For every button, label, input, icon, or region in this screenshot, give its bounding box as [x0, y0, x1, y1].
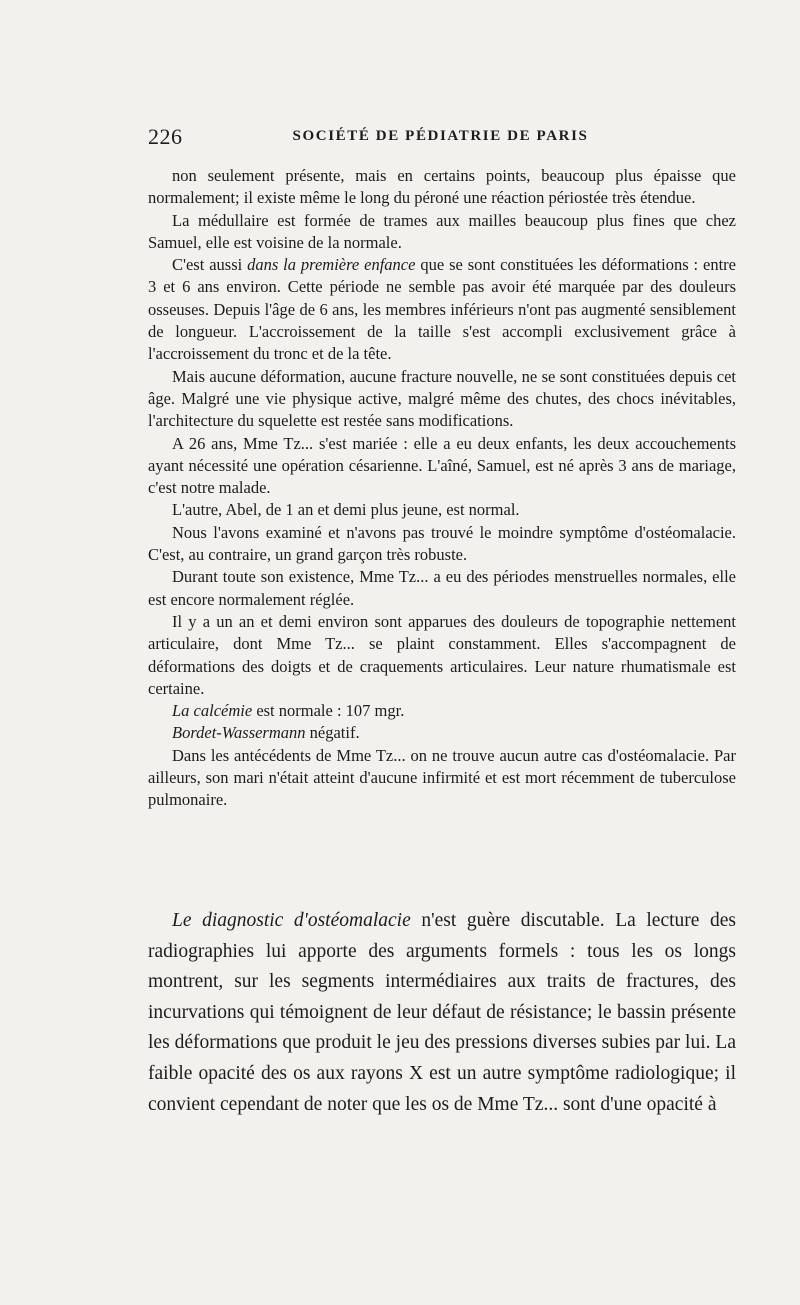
emphasis: dans la première enfance [247, 255, 416, 275]
paragraph-12: Dans les antécédents de Mme Tz... on ne trouve aucun autre cas d'ostéomalacie. Par ailleurs, son mari n'était atteint d'aucune infirmité et est mort récemment de tuberculose pulmonaire. [148, 745, 736, 810]
paragraph-4: Mais aucune déformation, aucune fracture nouvelle, ne se sont constituées depuis cet âge. Malgré une vie physique active, malgré même des chutes, des chocs inévitables, l'architecture du squelette est restée sans modifications. [148, 366, 736, 431]
discussion-text [148, 906, 736, 1120]
case-report-text [148, 165, 736, 812]
paragraph-5: A 26 ans, Mme Tz... s'est mariée : elle a eu deux enfants, les deux accouchements ayant nécessité une opération césarienne. L'aîné, Samuel, est né après 3 ans de mariage, c'est notre malade. [148, 433, 736, 498]
conclusion-paragraph: Le diagnostic d'ostéomalacie n'est guère discutable. La lecture des radiographies lui apporte des arguments formels : tous les os longs montrent, sur les segments intermédiaires aux traits de fractures, des incurvations qui témoignent de leur défaut de résistance; le bassin présente les déformations que produit le jeu des pressions diverses subies par lui. La faible opacité des os aux rayons X est un autre symptôme radiologique; il convient cependant de noter que les os de Mme Tz... sont d'une opacité à [148, 910, 737, 1115]
paragraph-2: La médullaire est formée de trames aux mailles beaucoup plus fines que chez Samuel, elle est voisine de la normale. [148, 210, 736, 252]
paragraph-10: La calcémie est normale : 107 mgr. [172, 701, 405, 721]
paragraph-1: non seulement présente, mais en certains points, beaucoup plus épaisse que normalement; il existe même le long du péroné une réaction périostée très étendue. [148, 166, 736, 208]
page-number: 226 [148, 124, 183, 149]
paragraph-9: Il y a un an et demi environ sont apparues des douleurs de topographie nettement articulaire, dont Mme Tz... se plaint constamment. Elles s'accompagnent de déformations des doigts et de craquements articulaires. Leur nature rhumatismale est certaine. [148, 611, 736, 698]
paragraph-8: Durant toute son existence, Mme Tz... a eu des périodes menstruelles normales, elle est encore normalement réglée. [148, 567, 736, 609]
paragraph-6: L'autre, Abel, de 1 an et demi plus jeune, est normal. [172, 500, 520, 520]
page-header [148, 124, 733, 156]
paragraph-11: Bordet-Wassermann négatif. [172, 723, 360, 743]
paragraph-7: Nous l'avons examiné et n'avons pas trouvé le moindre symptôme d'ostéomalacie. C'est, au contraire, un grand garçon très robuste. [148, 522, 736, 565]
emphasis: Le diagnostic d'ostéomalacie [172, 910, 411, 931]
emphasis: La calcémie [172, 701, 253, 721]
paragraph-3: C'est aussi dans la première enfance que se sont constituées les déformations : entre 3 et 6 ans environ. Cette période ne semble pas avoir été marquée par des douleurs osseuses. Depuis l'âge de 6 ans, les membres inférieurs n'ont pas augmenté sensiblement de longueur. L'accroissement de la taille s'est accompli exclusivement grâce à l'accroissement du tronc et de la tête. [148, 255, 736, 364]
emphasis: Bordet-Wassermann [172, 723, 306, 743]
running-title: SOCIÉTÉ DE PÉDIATRIE DE PARIS [292, 128, 589, 144]
